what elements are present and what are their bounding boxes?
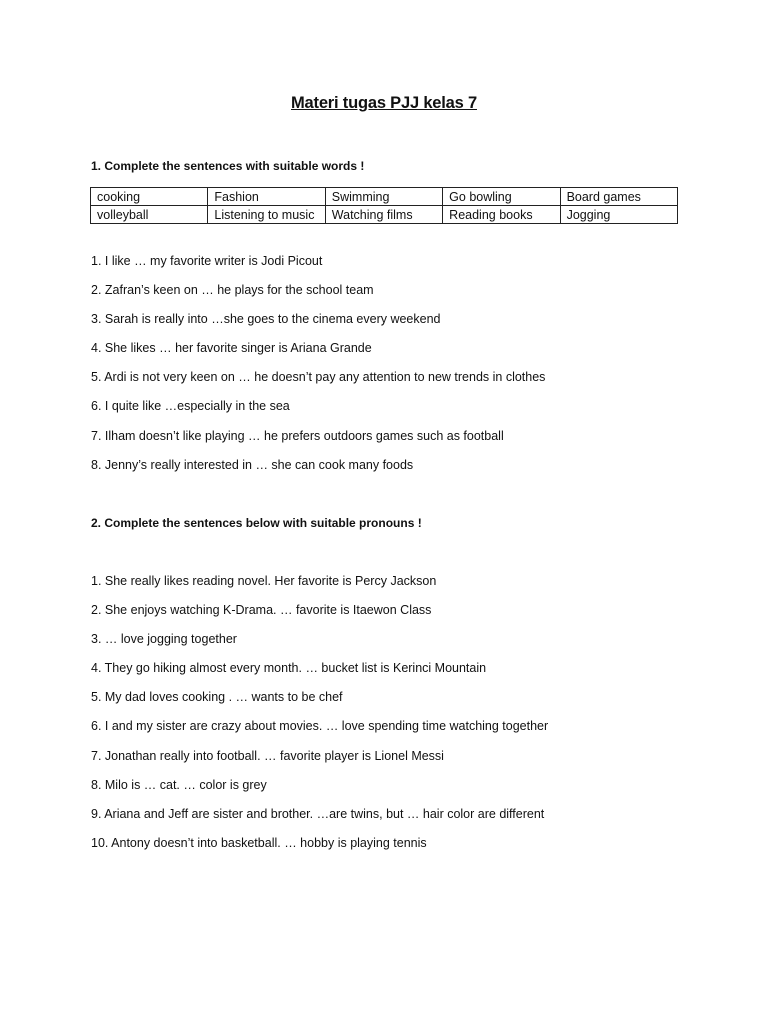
list-item: 4. She likes … her favorite singer is Ariana Grande — [91, 341, 372, 356]
list-item: 8. Milo is … cat. … color is grey — [91, 777, 267, 792]
word-bank-table — [90, 187, 678, 224]
list-item: 9. Ariana and Jeff are sister and brother. …are twins, but … hair color are different — [91, 806, 545, 821]
list-item: 10. Antony doesn’t into basketball. … hobby is playing tennis — [91, 835, 427, 850]
section-1-sentences — [91, 253, 545, 486]
document-title: Materi tugas PJJ kelas 7 — [291, 94, 477, 112]
list-item: 2. Zafran’s keen on … he plays for the school team — [91, 283, 374, 298]
list-item: 1. She really likes reading novel. Her favorite is Percy Jackson — [91, 574, 437, 588]
table-cell: volleyball — [91, 206, 208, 224]
list-item: 1. I like … my favorite writer is Jodi Picout — [91, 254, 323, 268]
list-item: 2. She enjoys watching K-Drama. … favorite is Itaewon Class — [91, 603, 432, 618]
section-2-heading: 2. Complete the sentences below with suitable pronouns ! — [91, 516, 422, 530]
table-cell: Fashion — [208, 188, 325, 206]
table-cell: Board games — [560, 188, 677, 206]
list-item: 3. … love jogging together — [91, 632, 237, 647]
list-item: 6. I quite like …especially in the sea — [91, 399, 290, 414]
list-item: 8. Jenny’s really interested in … she can cook many foods — [91, 457, 414, 472]
list-item: 3. Sarah is really into …she goes to the cinema every weekend — [91, 312, 441, 327]
list-item: 6. I and my sister are crazy about movies. … love spending time watching together — [91, 719, 549, 734]
list-item: 5. My dad loves cooking . … wants to be chef — [91, 690, 343, 705]
table-cell: Jogging — [560, 206, 677, 224]
table-cell: Swimming — [325, 188, 442, 206]
list-item: 4. They go hiking almost every month. … bucket list is Kerinci Mountain — [91, 661, 487, 676]
section-2-sentences — [91, 573, 548, 864]
table-cell: cooking — [91, 188, 208, 206]
table-row — [91, 188, 678, 206]
table-cell: Reading books — [443, 206, 560, 224]
section-1-heading: 1. Complete the sentences with suitable words ! — [91, 159, 365, 173]
list-item: 7. Jonathan really into football. … favorite player is Lionel Messi — [91, 748, 444, 763]
table-row — [91, 206, 678, 224]
table-cell: Watching films — [325, 206, 442, 224]
list-item: 7. Ilham doesn’t like playing … he prefers outdoors games such as football — [91, 428, 504, 443]
list-item: 5. Ardi is not very keen on … he doesn’t pay any attention to new trends in clothes — [91, 370, 546, 385]
table-cell: Listening to music — [208, 206, 325, 224]
table-cell: Go bowling — [443, 188, 560, 206]
